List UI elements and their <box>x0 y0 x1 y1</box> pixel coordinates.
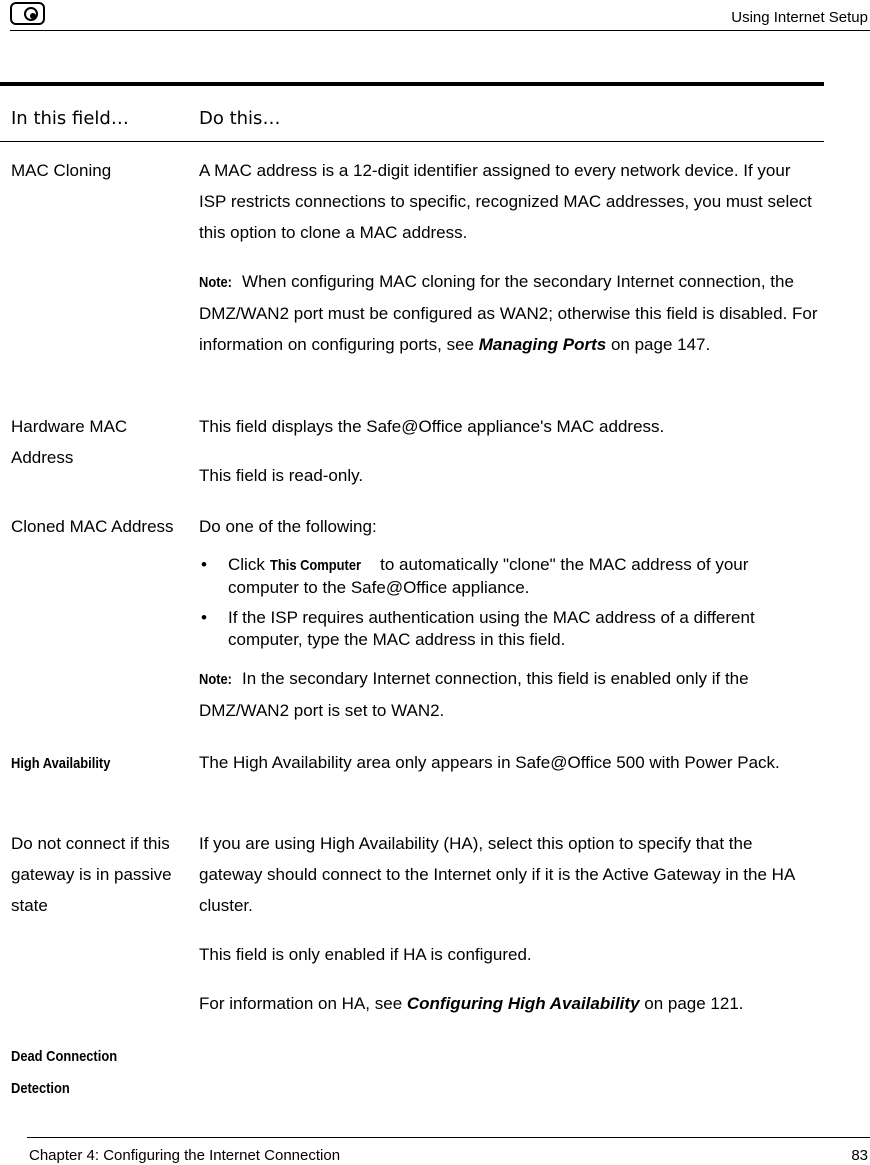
note-label: Note: <box>199 671 232 688</box>
field-name: Cloned MAC Address <box>11 517 174 536</box>
header-title: Using Internet Setup <box>731 9 868 26</box>
ui-label-this-computer: This Computer <box>269 557 361 574</box>
description-text: A MAC address is a 12-digit identifier assigned to every network device. If your ISP restricts connections to specific, recognized MAC addresses, you must select this option to clone a MAC address. <box>199 161 812 242</box>
description-text: This field is read-only. <box>199 466 364 485</box>
field-description <box>199 747 819 778</box>
note: Note: In the secondary Internet connection, this field is enabled only if the DMZ/WAN2 port is set to WAN2. <box>199 663 819 726</box>
cross-reference-link[interactable]: Configuring High Availability <box>406 994 640 1013</box>
description-text: This field displays the Safe@Office appliance's MAC address. <box>199 417 665 436</box>
description-text: This field is only enabled if HA is configured. <box>199 945 532 964</box>
field-name: Do not connect if this gateway is in passive state <box>11 834 172 915</box>
field-description <box>199 828 819 1019</box>
description-text: Do one of the following: <box>199 517 377 536</box>
description-text: The High Availability area only appears in Safe@Office 500 with Power Pack. <box>199 753 780 772</box>
check-point-logo-icon <box>10 2 45 25</box>
cross-reference-link[interactable]: Managing Ports <box>478 335 607 354</box>
page-footer <box>27 1137 870 1165</box>
table-header <box>0 86 824 142</box>
section-heading: Dead Connection Detection <box>11 1048 118 1097</box>
option-list <box>199 554 819 651</box>
page-number: 83 <box>851 1147 868 1164</box>
list-item: • Click This Computer to automatically "clone" the MAC address of your computer to the Safe@Office appliance. <box>199 554 819 599</box>
note: Note: When configuring MAC cloning for the secondary Internet connection, the DMZ/WAN2 port must be configured as WAN2; otherwise this field is disabled. For information on configuring ports, see Managing Ports on page 147. <box>199 266 819 360</box>
column-header-action: Do this… <box>199 108 281 129</box>
column-header-field: In this field… <box>11 108 129 129</box>
field-name: Hardware MAC Address <box>11 417 128 467</box>
section-heading: High Availability <box>11 755 111 772</box>
description-text: If you are using High Availability (HA), select this option to specify that the gateway should connect to the Internet only if it is the Active Gateway in the HA cluster. <box>199 834 795 915</box>
field-description <box>199 411 819 491</box>
page-header <box>10 0 870 31</box>
list-item: • If the ISP requires authentication using the MAC address of a different computer, type the MAC address in this field. <box>199 607 819 651</box>
note-label: Note: <box>199 274 232 291</box>
chapter-title: Chapter 4: Configuring the Internet Connection <box>29 1147 341 1164</box>
field-name: MAC Cloning <box>11 161 112 180</box>
field-description <box>199 511 819 726</box>
field-description <box>199 155 819 360</box>
description-text: For information on HA, see Configuring High Availability on page 121. <box>199 994 744 1013</box>
